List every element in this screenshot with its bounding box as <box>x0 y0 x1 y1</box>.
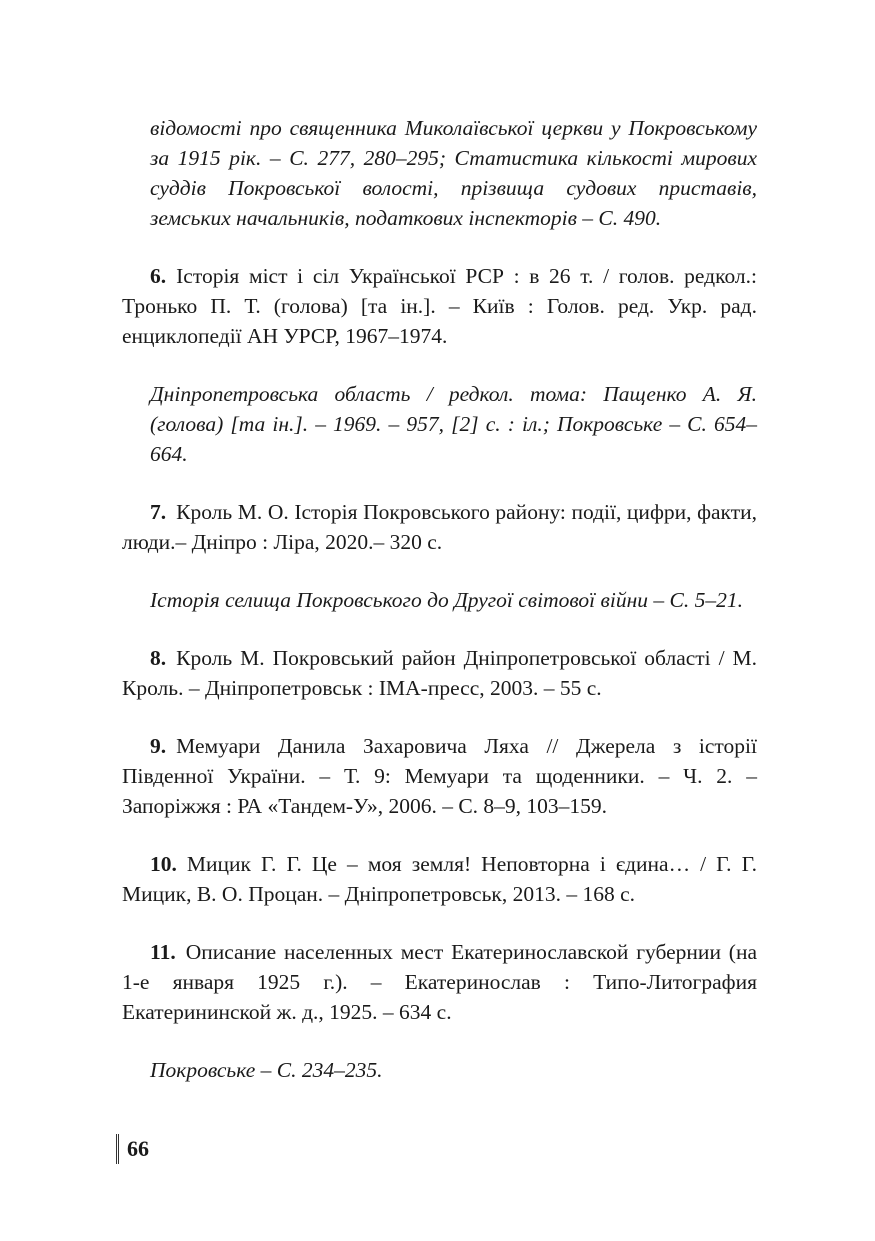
page-body <box>122 113 757 1085</box>
entry-number: 11. <box>150 940 176 964</box>
annotation-entry-6: Дніпропетровська область / редкол. тома: Пащенко А. Я. (голова) [та ін.]. – 1969. – 957, [2] с. : іл.; Покровське – С. 654–664. <box>150 382 757 466</box>
bibliography-entry-10 <box>122 849 757 909</box>
entry-text: Історія міст і сіл Української РСР : в 26 т. / голов. редкол.: Тронько П. Т. (голова) [та ін.]. – Київ : Голов. ред. Укр. рад. енциклопедії АН УРСР, 1967–1974. <box>122 264 757 348</box>
entry-number: 7. <box>150 500 167 524</box>
bibliography-entry-8 <box>122 643 757 703</box>
entry-text: Описание населенных мест Екатеринославской губернии (на 1-е января 1925 г.). – Екатеринослав : Типо-Литография Екатерининской ж. д., 1925. – 634 с. <box>122 940 757 1024</box>
entry-number: 10. <box>150 852 177 876</box>
bibliography-entry-7 <box>122 497 757 557</box>
bibliography-entry-9 <box>122 731 757 821</box>
page-number: 66 <box>127 1136 149 1161</box>
entry-text: Кроль М. Покровський район Дніпропетровської області / М. Кроль. – Дніпропетровськ : ІМА-пресс, 2003. – 55 с. <box>122 646 757 700</box>
entry-number: 8. <box>150 646 167 670</box>
bibliography-entry-6 <box>122 261 757 351</box>
bibliography-entry-11 <box>122 937 757 1027</box>
entry-number: 9. <box>150 734 167 758</box>
annotation-continued: відомості про священника Миколаївської церкви у Покровському за 1915 рік. – С. 277, 280–295; Статистика кількості мирових суддів Покровської волості, прізвища судових приставів, земських начальників, податкових інспекторів – С. 490. <box>150 116 757 230</box>
page-footer <box>116 1133 149 1165</box>
page-number-rule <box>116 1134 119 1164</box>
entry-text: Мицик Г. Г. Це – моя земля! Неповторна і єдина… / Г. Г. Мицик, В. О. Процан. – Дніпропетровськ, 2013. – 168 с. <box>122 852 757 906</box>
annotation-entry-11: Покровське – С. 234–235. <box>150 1058 383 1082</box>
entry-text: Кроль М. О. Історія Покровського району: події, цифри, факти, люди.– Дніпро : Ліра, 2020.– 320 с. <box>122 500 757 554</box>
entry-number: 6. <box>150 264 167 288</box>
entry-text: Мемуари Данила Захаровича Ляха // Джерела з історії Південної України. – Т. 9: Мемуари та щоденники. – Ч. 2. – Запоріжжя : РА «Тандем-У», 2006. – С. 8–9, 103–159. <box>122 734 757 818</box>
annotation-entry-7: Історія селища Покровського до Другої світової війни – С. 5–21. <box>150 588 743 612</box>
